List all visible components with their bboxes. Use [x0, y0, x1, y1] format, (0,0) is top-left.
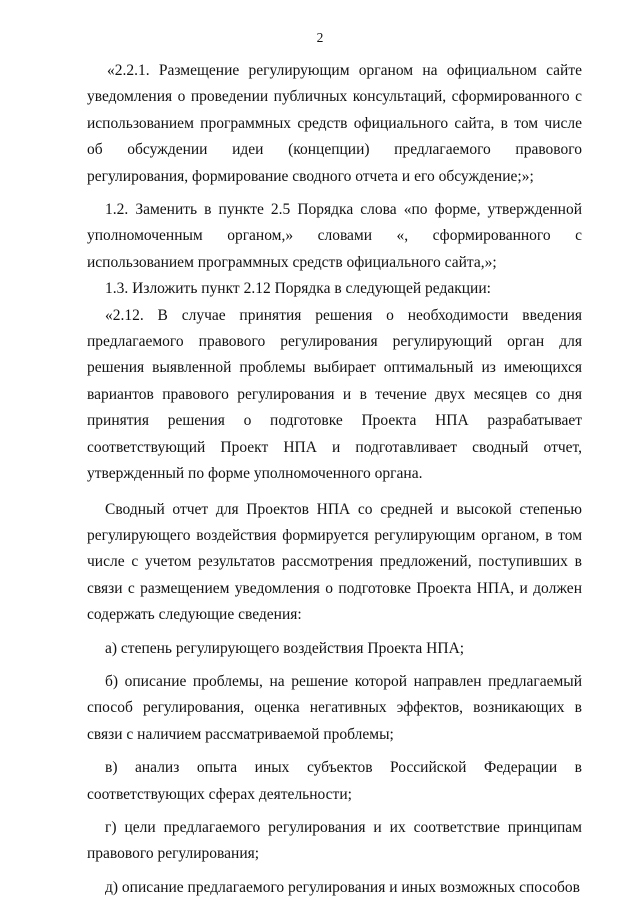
list-item-v: в) анализ опыта иных субъектов Российской Федерации в соответствующих сферах деятельности; [87, 759, 582, 803]
page-number: 2 [316, 30, 324, 45]
list-item-g: г) цели предлагаемого регулирования и их соответствие принципам правового регулирования; [87, 818, 582, 863]
list-item-b: б) описание проблемы, на решение которой направлен предлагаемый способ регулирования, оценка негативных эффектов, возникающих в связи с наличием рассматриваемой проблемы; [87, 672, 582, 743]
list-item-a: а) степень регулирующего воздействия Проекта НПА; [105, 639, 465, 657]
list-item-d: д) описание предлагаемого регулирования и иных возможных способов [105, 878, 580, 896]
paragraph-1-3: 1.3. Изложить пункт 2.12 Порядка в следующей редакции: [105, 280, 491, 298]
paragraph-2-2-1: «2.2.1. Размещение регулирующим органом на официальном сайте уведомления о проведении публичных консультаций, сформированного с использованием программных средств официального сайта, в том числе об обсуждении идеи (концепции) предлагаемого правового регулирования, формирование сводного отчета и его обсуждение;»; [87, 62, 582, 185]
document-body [87, 58, 582, 901]
paragraph-summary-report: Сводный отчет для Проектов НПА со средней и высокой степенью регулирующего воздействия формируется регулирующим органом, в том числе с учетом результатов рассмотрения предложений, поступивших в связи с размещением уведомления о подготовке Проекта НПА, и должен содержать следующие сведения: [87, 500, 582, 624]
paragraph-1-2: 1.2. Заменить в пункте 2.5 Порядка слова «по форме, утвержденной уполномоченным органом,» словами «, сформированного с использованием программных средств официального сайта,»; [87, 201, 582, 271]
paragraph-2-12: «2.12. В случае принятия решения о необходимости введения предлагаемого правового регулирования регулирующий орган для решения выявленной проблемы выбирает оптимальный из имеющихся вариантов правового регулирования и в течение двух месяцев со дня принятия решения о подготовке Проекта НПА разрабатывает соответствующий Проект НПА и подготавливает сводный отчет, утвержденный по форме уполномоченного органа. [87, 306, 582, 483]
